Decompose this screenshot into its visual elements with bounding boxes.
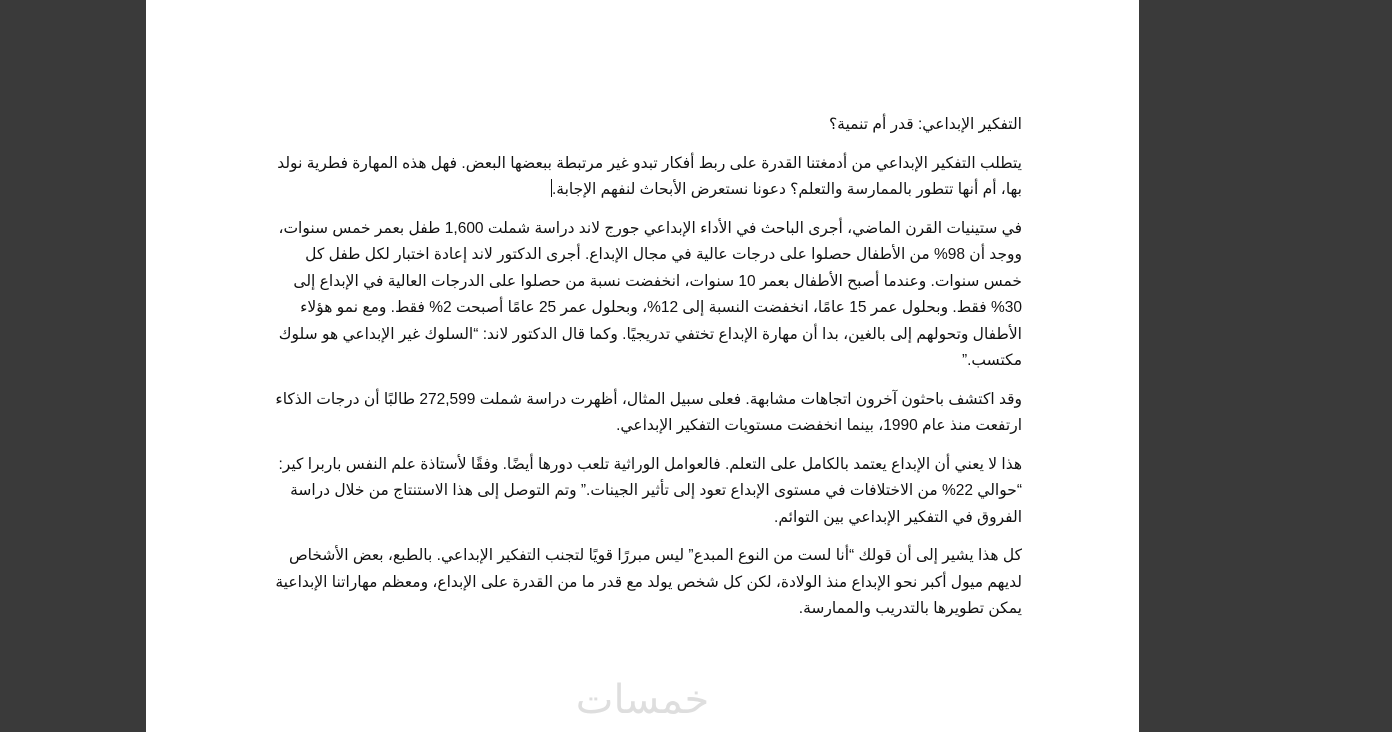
khamsat-watermark-logo: خمسات (575, 677, 710, 723)
paragraph-other-research: وقد اكتشف باحثون آخرون اتجاهات مشابهة. فعلى سبيل المثال، أظهرت دراسة شملت 272,599 طالبًا أن درجات الذكاء ارتفعت منذ عام 1990، بينما انخفضت مستويات التفكير الإبداعي. (275, 390, 1022, 434)
paragraph-land-study: في ستينيات القرن الماضي، أجرى الباحث في الأداء الإبداعي جورج لاند دراسة شملت 1,600 طفل بعمر خمس سنوات، ووجد أن 98% من الأطفال حصلوا على درجات عالية في مجال الإبداع. أجرى الدكتور لاند إعادة اختبار لكل طفل كل خمس سنوات. وعندما أصبح الأطفال بعمر 10 سنوات، انخفضت نسبة من حصلوا على الدرجات العالية في الإبداع إلى 30% فقط. وبحلول عمر 15 عامًا، انخفضت النسبة إلى 12%، وبحلول عمر 25 عامًا أصبحت 2% فقط. ومع نمو هؤلاء الأطفال وتحولهم إلى بالغين، بدا أن مهارة الإبداع تختفي تدريجيًا. وكما قال الدكتور لاند: “السلوك غير الإبداعي هو سلوك مكتسب.” (278, 219, 1022, 369)
document-body[interactable] (266, 112, 1022, 635)
document-title: التفكير الإبداعي: قدر أم تنمية؟ (828, 116, 1022, 133)
paragraph-conclusion: كل هذا يشير إلى أن قولك “أنا لست من النوع المبدع” ليس مبررًا قويًا لتجنب التفكير الإبداعي. بالطبع، بعض الأشخاص لديهم ميول أكبر نحو الإبداع منذ الولادة، لكن كل شخص يولد مع قدر ما من القدرة على الإبداع، ومعظم مهاراتنا الإبداعية يمكن تطويرها بالتدريب والممارسة. (275, 547, 1022, 617)
document-page (146, 0, 1139, 732)
paragraph-intro-text: يتطلب التفكير الإبداعي من أدمغتنا القدرة على ربط أفكار تبدو غير مرتبطة ببعضها البعض. فهل هذه المهارة فطرية نولد بها، أم أنها تتطور بالممارسة والتعلم؟ دعونا نستعرض الأبحاث لنفهم الإجابة. (277, 154, 1022, 198)
paragraph-intro (266, 151, 1022, 204)
paragraph-genetics: هذا لا يعني أن الإبداع يعتمد بالكامل على التعلم. فالعوامل الوراثية تلعب دورها أيضًا. وفقًا لأستاذة علم النفس باربرا كير: “حوالي 22% من الاختلافات في مستوى الإبداع تعود إلى تأثير الجينات.” وتم التوصل إلى هذا الاستنتاج من خلال دراسة الفروق في التفكير الإبداعي بين التوائم. (278, 455, 1022, 526)
